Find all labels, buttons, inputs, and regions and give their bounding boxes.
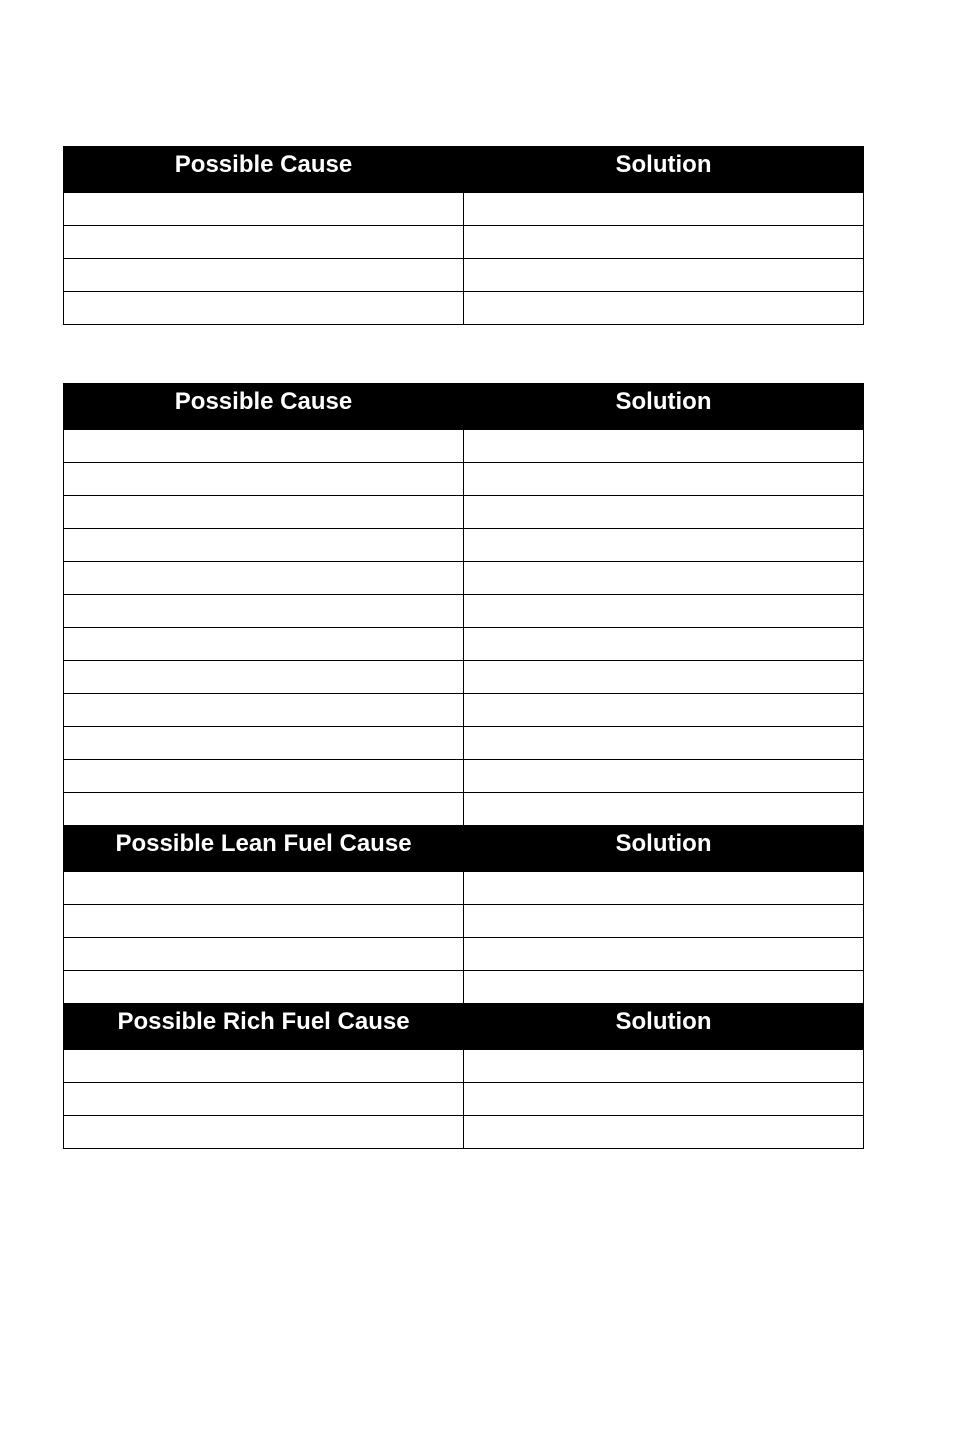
cause-column-header: Possible Rich Fuel Cause xyxy=(64,1004,464,1050)
table-row xyxy=(64,760,864,793)
table-row xyxy=(64,905,864,938)
cause-cell xyxy=(64,226,464,259)
cause-cell xyxy=(64,727,464,760)
solution-cell xyxy=(464,595,864,628)
solution-cell xyxy=(464,1050,864,1083)
table-row xyxy=(64,463,864,496)
cause-cell xyxy=(64,694,464,727)
header-row xyxy=(64,147,864,193)
cause-cell xyxy=(64,1116,464,1149)
solution-cell xyxy=(464,971,864,1004)
solution-cell xyxy=(464,628,864,661)
solution-cell xyxy=(464,872,864,905)
cause-cell xyxy=(64,496,464,529)
table-row xyxy=(64,226,864,259)
solution-cell xyxy=(464,562,864,595)
table-row xyxy=(64,971,864,1004)
solution-cell xyxy=(464,727,864,760)
table-row xyxy=(64,727,864,760)
solution-cell xyxy=(464,430,864,463)
cause-cell xyxy=(64,905,464,938)
table-row xyxy=(64,193,864,226)
cause-column-header: Possible Cause xyxy=(64,147,464,193)
solution-column-header: Solution xyxy=(464,384,864,430)
table-row xyxy=(64,694,864,727)
header-row xyxy=(64,384,864,430)
cause-cell xyxy=(64,430,464,463)
cause-cell xyxy=(64,1050,464,1083)
solution-cell xyxy=(464,661,864,694)
cause-cell xyxy=(64,292,464,325)
solution-cell xyxy=(464,1083,864,1116)
table-row xyxy=(64,595,864,628)
cause-cell xyxy=(64,628,464,661)
solution-column-header: Solution xyxy=(464,826,864,872)
table-2-body xyxy=(64,384,864,1149)
table-row xyxy=(64,259,864,292)
solution-cell xyxy=(464,226,864,259)
solution-cell xyxy=(464,529,864,562)
table-row xyxy=(64,872,864,905)
header-row xyxy=(64,826,864,872)
cause-cell xyxy=(64,793,464,826)
cause-cell xyxy=(64,872,464,905)
table-row xyxy=(64,496,864,529)
cause-cell xyxy=(64,661,464,694)
table-row xyxy=(64,1116,864,1149)
solution-cell xyxy=(464,259,864,292)
solution-cell xyxy=(464,463,864,496)
cause-cell xyxy=(64,562,464,595)
table-row xyxy=(64,1083,864,1116)
cause-cell xyxy=(64,193,464,226)
cause-cell xyxy=(64,938,464,971)
table-row xyxy=(64,1050,864,1083)
solution-column-header: Solution xyxy=(464,1004,864,1050)
cause-cell xyxy=(64,971,464,1004)
cause-column-header: Possible Lean Fuel Cause xyxy=(64,826,464,872)
solution-cell xyxy=(464,938,864,971)
solution-cell xyxy=(464,1116,864,1149)
solution-cell xyxy=(464,793,864,826)
solution-cell xyxy=(464,193,864,226)
table-row xyxy=(64,292,864,325)
troubleshooting-table-1 xyxy=(63,146,864,325)
table-row xyxy=(64,793,864,826)
header-row xyxy=(64,1004,864,1050)
solution-cell xyxy=(464,760,864,793)
cause-cell xyxy=(64,595,464,628)
cause-cell xyxy=(64,463,464,496)
cause-cell xyxy=(64,259,464,292)
cause-cell xyxy=(64,760,464,793)
table-row xyxy=(64,938,864,971)
table-row xyxy=(64,628,864,661)
cause-cell xyxy=(64,1083,464,1116)
cause-column-header: Possible Cause xyxy=(64,384,464,430)
table-row xyxy=(64,562,864,595)
table-row xyxy=(64,529,864,562)
solution-cell xyxy=(464,496,864,529)
solution-cell xyxy=(464,694,864,727)
table-1-body xyxy=(64,147,864,325)
table-row xyxy=(64,430,864,463)
solution-cell xyxy=(464,292,864,325)
solution-column-header: Solution xyxy=(464,147,864,193)
cause-cell xyxy=(64,529,464,562)
table-row xyxy=(64,661,864,694)
troubleshooting-table-2 xyxy=(63,383,864,1149)
solution-cell xyxy=(464,905,864,938)
